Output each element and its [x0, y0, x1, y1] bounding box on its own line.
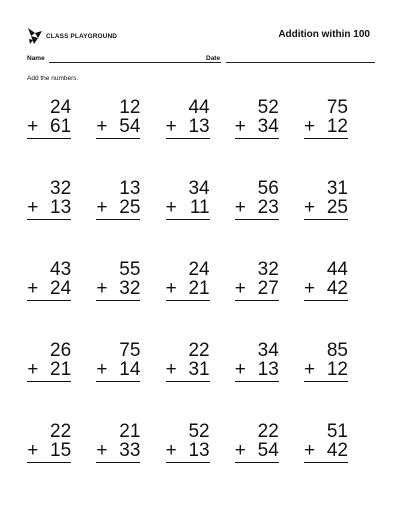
second-addend: 54 — [119, 116, 141, 137]
first-addend: 43 — [50, 259, 72, 280]
first-addend: 26 — [50, 340, 72, 361]
second-addend-row — [304, 198, 348, 217]
first-addend: 31 — [326, 178, 348, 199]
first-addend: 56 — [257, 178, 279, 199]
problem-stack — [235, 260, 279, 301]
second-addend-row — [235, 360, 279, 379]
second-addend-row — [27, 198, 71, 217]
second-addend: 61 — [50, 116, 72, 137]
answer-rule — [235, 381, 279, 382]
addition-problem — [97, 179, 166, 260]
second-addend-row — [27, 360, 71, 379]
plus-sign: + — [165, 116, 177, 137]
second-addend: 42 — [326, 278, 348, 299]
second-addend: 12 — [326, 359, 348, 380]
plus-sign: + — [96, 278, 108, 299]
answer-rule — [235, 462, 279, 463]
second-addend-row — [27, 441, 71, 460]
problem-stack — [166, 341, 210, 382]
second-addend-row — [96, 198, 140, 217]
answer-rule — [96, 219, 140, 220]
second-addend: 54 — [257, 440, 279, 461]
second-addend: 11 — [189, 197, 210, 218]
problem-stack — [304, 341, 348, 382]
plus-sign: + — [165, 278, 177, 299]
plus-sign: + — [27, 440, 39, 461]
addition-problem — [166, 179, 235, 260]
plus-sign: + — [96, 197, 108, 218]
second-addend-row — [235, 198, 279, 217]
second-addend: 12 — [326, 116, 348, 137]
second-addend: 33 — [119, 440, 141, 461]
second-addend-row — [235, 441, 279, 460]
problem-stack — [96, 341, 140, 382]
problem-stack — [27, 341, 71, 382]
plus-sign: + — [234, 440, 246, 461]
answer-rule — [166, 300, 210, 301]
first-addend: 13 — [119, 178, 141, 199]
first-addend: 52 — [257, 97, 279, 118]
answer-rule — [96, 462, 140, 463]
problem-stack — [166, 260, 210, 301]
answer-rule — [304, 462, 348, 463]
second-addend: 14 — [119, 359, 141, 380]
plus-sign: + — [27, 278, 39, 299]
answer-rule — [27, 381, 71, 382]
second-addend-row — [166, 279, 210, 298]
addition-problem — [28, 260, 97, 341]
problem-stack — [96, 422, 140, 463]
second-addend: 13 — [50, 197, 72, 218]
plus-sign: + — [165, 359, 177, 380]
first-addend: 44 — [326, 259, 348, 280]
second-addend-row — [166, 360, 210, 379]
second-addend: 21 — [188, 278, 210, 299]
answer-rule — [304, 300, 348, 301]
second-addend: 25 — [119, 197, 141, 218]
plus-sign: + — [165, 440, 177, 461]
problem-stack — [235, 179, 279, 220]
answer-rule — [166, 138, 210, 139]
problem-stack — [304, 422, 348, 463]
plus-sign: + — [96, 359, 108, 380]
second-addend-row — [304, 279, 348, 298]
second-addend-row — [304, 360, 348, 379]
second-addend: 13 — [188, 440, 210, 461]
problem-stack — [166, 422, 210, 463]
addition-problem — [305, 341, 374, 422]
second-addend-row — [166, 117, 210, 136]
addition-problem — [28, 341, 97, 422]
answer-rule — [304, 219, 348, 220]
addition-problem — [305, 422, 374, 503]
answer-rule — [304, 138, 348, 139]
problem-stack — [304, 260, 348, 301]
addition-problem — [166, 98, 235, 179]
addition-problem — [97, 260, 166, 341]
first-addend: 75 — [326, 97, 348, 118]
plus-sign: + — [303, 440, 316, 461]
first-addend: 55 — [119, 259, 141, 280]
first-addend: 24 — [188, 259, 210, 280]
second-addend: 23 — [257, 197, 279, 218]
second-addend: 42 — [326, 440, 348, 461]
addition-problem — [97, 98, 166, 179]
first-addend: 21 — [119, 421, 141, 442]
plus-sign: + — [165, 197, 177, 218]
answer-rule — [27, 462, 71, 463]
addition-problem — [236, 260, 305, 341]
second-addend-row — [27, 117, 71, 136]
second-addend: 31 — [188, 359, 210, 380]
answer-rule — [96, 300, 140, 301]
addition-problem — [97, 341, 166, 422]
problem-stack — [27, 98, 71, 139]
plus-sign: + — [234, 116, 246, 137]
first-addend: 22 — [257, 421, 279, 442]
plus-sign: + — [303, 197, 316, 218]
addition-problem — [97, 422, 166, 503]
second-addend-row — [304, 117, 348, 136]
name-label: Name — [27, 55, 45, 62]
addition-problem — [166, 422, 235, 503]
addition-problem — [236, 341, 305, 422]
problem-grid — [28, 98, 374, 503]
first-addend: 34 — [188, 178, 210, 199]
logo-text: CLASS PLAYGROUND — [46, 32, 118, 40]
problem-stack — [166, 179, 210, 220]
problem-stack — [96, 98, 140, 139]
second-addend-row — [96, 117, 140, 136]
addition-problem — [28, 422, 97, 503]
answer-rule — [304, 381, 348, 382]
second-addend: 27 — [257, 278, 279, 299]
addition-problem — [305, 98, 374, 179]
addition-problem — [166, 341, 235, 422]
brand-logo — [27, 27, 117, 45]
date-label: Date — [206, 55, 221, 62]
first-addend: 12 — [119, 97, 141, 118]
plus-sign: + — [234, 197, 246, 218]
problem-stack — [27, 179, 71, 220]
first-addend: 85 — [326, 340, 348, 361]
addition-problem — [166, 260, 235, 341]
first-addend: 22 — [188, 340, 210, 361]
instructions-text: Add the numbers. — [27, 75, 79, 82]
second-addend: 21 — [50, 359, 72, 380]
addition-problem — [236, 98, 305, 179]
name-date-row — [27, 55, 375, 65]
second-addend: 32 — [119, 278, 141, 299]
problem-stack — [27, 422, 71, 463]
second-addend: 34 — [257, 116, 279, 137]
answer-rule — [96, 138, 140, 139]
plus-sign: + — [27, 197, 39, 218]
answer-rule — [27, 300, 71, 301]
date-field-line — [226, 62, 375, 63]
answer-rule — [166, 462, 210, 463]
answer-rule — [235, 219, 279, 220]
second-addend-row — [166, 441, 210, 460]
plus-sign: + — [303, 359, 316, 380]
plus-sign: + — [303, 278, 316, 299]
first-addend: 75 — [119, 340, 141, 361]
plus-sign: + — [234, 359, 246, 380]
second-addend: 24 — [50, 278, 72, 299]
addition-problem — [236, 179, 305, 260]
addition-problem — [28, 98, 97, 179]
addition-problem — [236, 422, 305, 503]
plus-sign: + — [27, 116, 39, 137]
first-addend: 24 — [50, 97, 72, 118]
problem-stack — [235, 422, 279, 463]
second-addend-row — [235, 117, 279, 136]
problem-stack — [96, 260, 140, 301]
first-addend: 32 — [257, 259, 279, 280]
problem-stack — [304, 98, 348, 139]
worksheet-title: Addition within 100 — [278, 29, 370, 40]
answer-rule — [166, 219, 210, 220]
second-addend-row — [304, 441, 348, 460]
second-addend-row — [27, 279, 71, 298]
answer-rule — [235, 138, 279, 139]
second-addend-row — [235, 279, 279, 298]
answer-rule — [96, 381, 140, 382]
addition-problem — [28, 179, 97, 260]
first-addend: 22 — [50, 421, 72, 442]
first-addend: 51 — [326, 421, 348, 442]
second-addend-row — [96, 441, 140, 460]
problem-stack — [235, 98, 279, 139]
problem-stack — [235, 341, 279, 382]
first-addend: 32 — [50, 178, 72, 199]
answer-rule — [27, 138, 71, 139]
problem-stack — [166, 98, 210, 139]
plus-sign: + — [96, 116, 108, 137]
addition-problem — [305, 260, 374, 341]
plus-sign: + — [27, 359, 39, 380]
class-playground-logo-icon — [27, 27, 43, 45]
second-addend-row — [96, 279, 140, 298]
problem-stack — [96, 179, 140, 220]
name-field-line — [49, 62, 221, 63]
plus-sign: + — [303, 116, 316, 137]
answer-rule — [235, 300, 279, 301]
plus-sign: + — [96, 440, 108, 461]
second-addend: 25 — [326, 197, 348, 218]
second-addend-row — [166, 198, 210, 217]
first-addend: 44 — [188, 97, 210, 118]
second-addend: 15 — [50, 440, 72, 461]
problem-stack — [304, 179, 348, 220]
second-addend: 13 — [257, 359, 279, 380]
answer-rule — [27, 219, 71, 220]
first-addend: 52 — [188, 421, 210, 442]
second-addend-row — [96, 360, 140, 379]
second-addend: 13 — [188, 116, 210, 137]
addition-problem — [305, 179, 374, 260]
plus-sign: + — [234, 278, 246, 299]
first-addend: 34 — [257, 340, 279, 361]
problem-stack — [27, 260, 71, 301]
answer-rule — [166, 381, 210, 382]
